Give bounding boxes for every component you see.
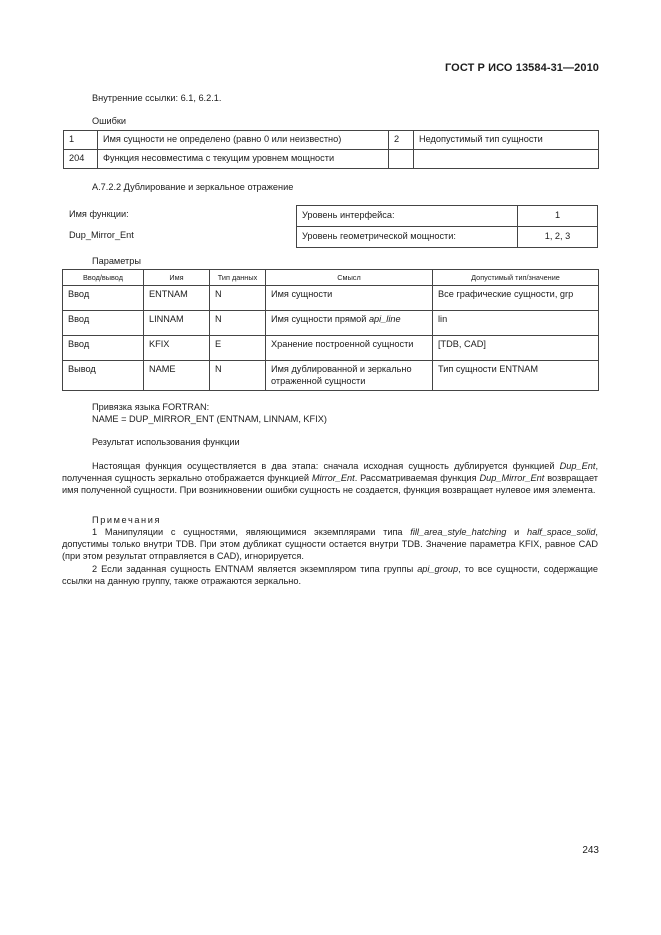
param-io: Ввод xyxy=(63,311,144,336)
error-text: Имя сущности не определено (равно 0 или неизвестно) xyxy=(98,131,389,150)
param-io: Вывод xyxy=(63,361,144,391)
note-2: 2 Если заданная сущность ENTNAM является экземпляром типа группы api_group, то все сущности, содержащие ссылки на данную группу, также отражаются зеркально. xyxy=(62,564,598,587)
param-meaning: Имя сущности прямой api_line xyxy=(266,311,433,336)
interface-value: 1 xyxy=(518,206,598,227)
page-number: 243 xyxy=(582,845,599,856)
param-allowed: Тип сущности ENTNAM xyxy=(433,361,599,391)
table-row xyxy=(63,311,599,336)
error-text: Функция несовместима с текущим уровнем мощности xyxy=(98,150,389,169)
param-meaning: Имя сущности xyxy=(266,286,433,311)
error-text: Недопустимый тип сущности xyxy=(414,131,599,150)
param-meaning: Хранение построенной сущности xyxy=(266,336,433,361)
interface-label: Уровень геометрической мощности: xyxy=(297,227,518,248)
param-allowed: Все графические сущности, grp xyxy=(433,286,599,311)
param-type: N xyxy=(210,361,266,391)
table-row xyxy=(64,131,599,150)
interface-label: Уровень интерфейса: xyxy=(297,206,518,227)
param-name: NAME xyxy=(144,361,210,391)
note-1: 1 Манипуляции с сущностями, являющимися экземплярами типа fill_area_style_hatching и half_space_solid, допустимы только внутри TDB. При этом дубликат сущности остается внутри TDB. Значение параметра KFIX, равное CAD (при этом результат отправляется в CAD), игнорируется. xyxy=(62,527,598,562)
param-io: Ввод xyxy=(63,286,144,311)
table-row xyxy=(63,286,599,311)
table-row xyxy=(64,150,599,169)
column-header: Допустимый тип/значение xyxy=(433,270,599,286)
column-header: Смысл xyxy=(266,270,433,286)
function-name: Dup_Mirror_Ent xyxy=(69,230,134,240)
table-row xyxy=(63,361,599,391)
interface-table xyxy=(296,205,598,248)
column-header: Ввод/вывод xyxy=(63,270,144,286)
params-title: Параметры xyxy=(92,256,141,266)
result-title: Результат использования функции xyxy=(92,437,240,447)
result-paragraph: Настоящая функция осуществляется в два этапа: сначала исходная сущность дублируется функцией Dup_Ent, полученная сущность зеркально отображается функцией Mirror_Ent. Рассматриваемая функция Dup_Mirror_Ent возвращает имя полученной сущности. При возникновении ошибки сущность не создается, функция возвращает нулевое имя элемента. xyxy=(62,461,598,496)
error-text xyxy=(414,150,599,169)
param-type: E xyxy=(210,336,266,361)
error-code: 204 xyxy=(64,150,98,169)
param-name: ENTNAM xyxy=(144,286,210,311)
column-header: Имя xyxy=(144,270,210,286)
interface-value: 1, 2, 3 xyxy=(518,227,598,248)
table-header-row xyxy=(63,270,599,286)
param-type: N xyxy=(210,286,266,311)
errors-title: Ошибки xyxy=(92,116,127,126)
document-header: ГОСТ Р ИСО 13584-31—2010 xyxy=(444,62,599,74)
fortran-binding-title: Привязка языка FORTRAN: xyxy=(92,402,210,412)
fortran-code: NAME = DUP_MIRROR_ENT (ENTNAM, LINNAM, KFIX) xyxy=(92,414,327,424)
param-allowed: [TDB, CAD] xyxy=(433,336,599,361)
error-code xyxy=(389,150,414,169)
param-name: LINNAM xyxy=(144,311,210,336)
param-io: Ввод xyxy=(63,336,144,361)
param-allowed: lin xyxy=(433,311,599,336)
table-row xyxy=(297,227,598,248)
parameters-table xyxy=(62,269,599,391)
internal-references: Внутренние ссылки: 6.1, 6.2.1. xyxy=(92,93,222,103)
error-code: 1 xyxy=(64,131,98,150)
error-code: 2 xyxy=(389,131,414,150)
column-header: Тип данных xyxy=(210,270,266,286)
notes-title: Примечания xyxy=(92,515,162,525)
table-row xyxy=(297,206,598,227)
param-name: KFIX xyxy=(144,336,210,361)
param-type: N xyxy=(210,311,266,336)
errors-table xyxy=(63,130,599,169)
function-name-label: Имя функции: xyxy=(69,209,129,219)
section-title: А.7.2.2 Дублирование и зеркальное отражение xyxy=(92,182,294,192)
param-meaning: Имя дублированной и зеркально отраженной сущности xyxy=(266,361,433,391)
table-row xyxy=(63,336,599,361)
